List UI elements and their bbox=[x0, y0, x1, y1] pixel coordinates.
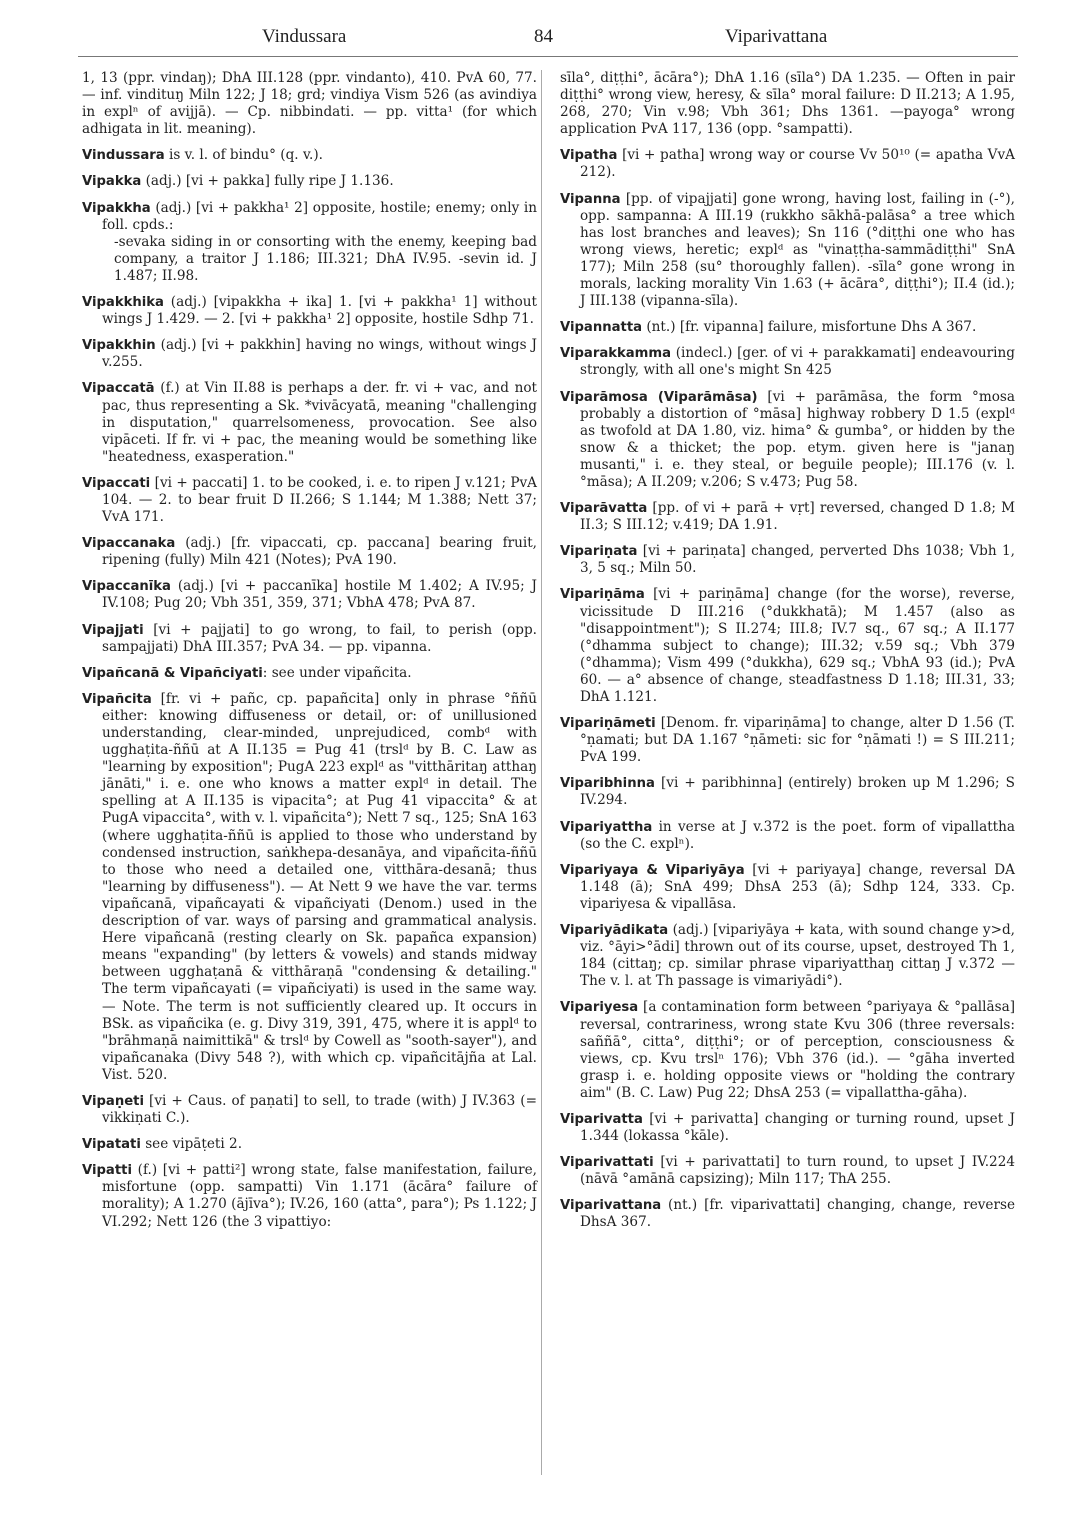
header-rule bbox=[78, 56, 1018, 57]
dictionary-entry bbox=[560, 543, 1015, 577]
dictionary-entry bbox=[560, 775, 1015, 809]
entry-text: (adj.) [vipakkha + ika] 1. [vi + pakkha¹ 1] without wings J 1.429. — 2. [vi + pakkha¹ 2] opposite, hostile Sdhp 71. bbox=[102, 294, 537, 328]
headword: Vipatha bbox=[560, 148, 618, 164]
entry-text: in verse at J v.372 is the poet. form of vipallattha (so the C. explⁿ). bbox=[580, 818, 1015, 852]
entry-text: [fr. vi + pañc, cp. papañcita] only in phrase °ññū either: knowing diffuseness or detail, or: of unillusioned understanding, clear-minded, unprejudiced, combᵈ with ugghaṭita-ññū at A II.135 = Pug 41 (trslᵈ by B. C. Law as "learning by exposition"; PugA 223 explᵈ as "vitthāritaŋ atthaŋ jānāti," i. e. one who knows a matter explᵈ in detail. The spelling at A II.135 is vipacita°; at Pug 41 vipaccita° & at PugA vipaccita°, with v. l. vipañcita°); Nett 7 sq., 125; SnA 163 (where ugghaṭita-ññū is applied to those who understand by condensed instruction, saṅkhepa-desanāya, and vipañcita-ññū to those who need a detailed one, vitthāra-desanā; thus "learning by diffuseness"). — At Nett 9 we have the var. terms vipañcanā, vipañcayati & vipañciyati (Denom.) used in the description of var. ways of parsing and grammatical analysis. Here vipañcanā (resting clearly on Sk. papañca expansion) means "expanding" (by letters & vowels) and stands midway between ugghaṭanā & vitthāraṇā "condensing & detailing." The term vipañcayati (= vipañciyati) is used in the same way. — Note. The term is not sufficiently cleared up. It occurs in BSk. as vipañcika (e. g. Divy 319, 391, 475, where it is applᵈ to "brāhmaṇā naimittikā" & trslᵈ by Cowell as "sooth-sayer"), and vipañcanaka (Divy 548 ?), with which cp. vipañcitājña at Lal. Vist. 520. bbox=[102, 690, 537, 1083]
column-divider bbox=[541, 70, 542, 1475]
headword: Vipatti bbox=[82, 1163, 132, 1179]
dictionary-entry bbox=[560, 1111, 1015, 1145]
dictionary-entry bbox=[560, 862, 1015, 913]
entry-text: [pp. of vi + parā + vṛt] reversed, changed D 1.8; M II.3; S III.12; v.419; DA 1.91. bbox=[580, 500, 1015, 534]
entry-text: [vi + paccati] 1. to be cooked, i. e. to ripen J v.121; PvA 104. — 2. to bear fruit D II.266; S 1.144; M 1.388; Nett 37; VvA 171. bbox=[102, 474, 537, 526]
headword: Viparibhinna bbox=[560, 776, 655, 792]
dictionary-entry bbox=[82, 578, 537, 612]
entry-text: [Denom. fr. vipariṇāma] to change, alter D 1.56 (T. °ṇamati; but DA 1.167 °ṇāmeti: sic for °ṇāmati !) = S III.211; PvA 199. bbox=[580, 715, 1015, 766]
entry-compounds: -sevaka siding in or consorting with the enemy, keeping bad company, a traitor J 1.186; III.321; DhA IV.95. -sevin id. J 1.487; II.98. bbox=[114, 233, 537, 284]
entry-text: [vi + pariṇāma] change (for the worse), reverse, vicissitude D III.216 (°dukkhatā); M 1.457 (also as "disappointment"); S II.274; III.8; IV.7 sq., 67 sq.; A II.177 (°dhamma subject to change); III.32; v.59 sq.; Vbh 379 (°dhamma); Vism 499 (°dukkha), 629 sq.; VbhA 93 (id.); PvA 60. — a° absence of change, steadfastness D 1.18; III.31, 33; DhA 1.121. bbox=[580, 586, 1015, 705]
headword: Vindussara bbox=[82, 148, 165, 164]
entry-text: (adj.) [vipariyāya + kata, with sound change y>d, viz. °āyi>°ādi] thrown out of its course, upset, destroyed Th 1, 184 (cittaŋ; cp. similar phrase vipariyatthaŋ cittaŋ J v.372 — The v. l. at Th passage is vimariyādi°). bbox=[580, 922, 1015, 990]
entry-text: [vi + pariṇata] changed, perverted Dhs 1038; Vbh 1, 3, 5 sq.; Miln 50. bbox=[580, 543, 1015, 577]
entry-text: (f.) [vi + patti²] wrong state, false manifestation, failure, misfortune (opp. sampatti) Vin 1.171 (ācāra° failure of morality); A 1.270 (ājīva°); IV.26, 160 (atta°, para°); Ps 1.122; J VI.292; Nett 126 (the 3 vipattiyo: bbox=[102, 1162, 537, 1230]
dictionary-entry bbox=[560, 191, 1015, 311]
headword: Vipaccanīka bbox=[82, 579, 171, 595]
headword: Viparāmosa (Viparāmāsa) bbox=[560, 389, 758, 405]
headword: Viparivattati bbox=[560, 1155, 654, 1171]
entry-text: [vi + parivattati] to turn round, to upset J IV.224 (nāvā °amānā capsizing); Miln 117; ThA 255. bbox=[580, 1154, 1015, 1188]
headword: Vipariṇāma bbox=[560, 587, 645, 603]
dictionary-entry bbox=[560, 147, 1015, 181]
entry-text: [vi + parāmāsa, the form °mosa probably a distortion of °māsa] highway robbery D 1.5 (explᵈ as twofold at DA 1.80, viz. hima° & gumba°, or hidden by the snow & a thicket; the pop. etym. given here is "janaŋ musanti," i. e. they steal, or beguile people); III.176 (v. l. °māsa); A II.209; v.206; S v.473; Pug 58. bbox=[580, 388, 1015, 490]
dictionary-entry bbox=[82, 200, 537, 285]
headword: Viparāvatta bbox=[560, 501, 648, 517]
entry-text: [vi + patha] wrong way or course Vv 50¹⁰ (= apatha VvA 212). bbox=[580, 147, 1015, 181]
entry-text: (indecl.) [ger. of vi + parakkamati] endeavouring strongly, with all one's might Sn 425 bbox=[580, 345, 1015, 379]
dictionary-entry bbox=[82, 173, 537, 190]
entry-text: (f.) at Vin II.88 is perhaps a der. fr. vi + vac, and not pac, thus representing a Sk. *vivācyatā, meaning "challenging in disputation," quarrelsomeness, provocation. See also vipāceti. If fr. vi + pac, the meaning would be something like "heatedness, exasperation." bbox=[102, 380, 537, 465]
headword: Vipakkhika bbox=[82, 295, 164, 311]
headword: Viparakkamma bbox=[560, 346, 672, 362]
headword: Vipariyesa bbox=[560, 1000, 639, 1016]
headword: Vipaccanaka bbox=[82, 536, 176, 552]
headword: Vipakka bbox=[82, 174, 142, 190]
dictionary-entry bbox=[82, 147, 537, 164]
dictionary-entry bbox=[82, 337, 537, 371]
dictionary-entry bbox=[560, 345, 1015, 379]
dictionary-entry bbox=[82, 294, 537, 328]
entry-text: [vi + parivatta] changing or turning round, upset J 1.344 (lokassa °kāle). bbox=[580, 1110, 1015, 1145]
headword: Vipakkha bbox=[82, 200, 151, 216]
headword: Vipatati bbox=[82, 1137, 141, 1153]
dictionary-entry bbox=[560, 586, 1015, 706]
entry-text: (nt.) [fr. vipanna] failure, misfortune Dhs A 367. bbox=[642, 319, 977, 336]
dictionary-entry bbox=[82, 1162, 537, 1230]
dictionary-entry bbox=[82, 1093, 537, 1127]
left-column bbox=[82, 70, 537, 1240]
right-column bbox=[560, 70, 1015, 1241]
entry-text: (adj.) [vi + pakkhin] having no wings, without wings J v.255. bbox=[102, 337, 537, 371]
dictionary-entry bbox=[82, 1136, 537, 1153]
entry-text: [vi + pajjati] to go wrong, to fail, to perish (opp. sampajjati) DhA III.357; PvA 34. — pp. vipanna. bbox=[102, 621, 537, 655]
dictionary-entry bbox=[82, 70, 537, 138]
dictionary-entry bbox=[560, 922, 1015, 990]
dictionary-entry bbox=[560, 389, 1015, 492]
headword: Vipariṇāmeti bbox=[560, 716, 656, 732]
headword: Vipariyaya & Vipariyāya bbox=[560, 862, 745, 878]
entry-text: [a contamination form between °pariyaya & °pallāsa] reversal, contrariness, wrong state Kvu 306 (three reversals: saññā°, citta°, diṭṭhi°; or of perception, consciousness & views, cp. Kvu trslⁿ 176); Vbh 376 (id.). — °gāha inverted grasp i. e. holding opposite views or "holding the contrary aim" (B. C. Law) Pug 22; DhsA 253 (= vipallattha-gāha). bbox=[580, 999, 1015, 1101]
headword: Viparivatta bbox=[560, 1111, 643, 1127]
dictionary-entry bbox=[82, 665, 537, 682]
entry-text: [vi + pariyaya] change, reversal DA 1.148 (ā); SnA 499; DhsA 253 (ā); Sdhp 124, 333. Cp. vipariyesa & vipallāsa. bbox=[580, 861, 1015, 912]
entry-text: see vipāṭeti 2. bbox=[140, 1136, 243, 1153]
headword: Vipariyattha bbox=[560, 819, 653, 835]
dictionary-entry bbox=[560, 999, 1015, 1102]
entry-text: is v. l. of bindu° (q. v.). bbox=[164, 147, 323, 164]
dictionary-entry bbox=[560, 1154, 1015, 1188]
headword: Vipajjati bbox=[82, 622, 144, 638]
entry-text: (adj.) [vi + pakka] fully ripe J 1.136. bbox=[141, 173, 394, 190]
headword: Vipariṇata bbox=[560, 544, 638, 560]
entry-text: [vi + Caus. of paṇati] to sell, to trade (with) J IV.363 (= vikkiṇati C.). bbox=[102, 1092, 537, 1127]
running-header bbox=[0, 22, 1073, 52]
dictionary-entry bbox=[82, 691, 537, 1084]
entry-text: (adj.) [vi + pakkha¹ 2] opposite, hostile; enemy; only in foll. cpds.: bbox=[102, 199, 537, 233]
entry-text: [pp. of vipajjati] gone wrong, having lost, failing in (-°), opp. sampanna: A III.19 (rukkho sākhā-palāsa° a tree which has lost branches and leaves); Sn 116 (°diṭṭhi one who has wrong views, heretic; explᵈ as "vinaṭṭha-sammādiṭṭhi" SnA 177); Miln 258 (su° thoroughly fallen). -sīla° gone wrong in morals, lacking morality Vin 1.63 (+ ācāra°, diṭṭhi°); II.4 (id.); J III.138 (vipanna-sīla). bbox=[580, 190, 1015, 310]
entry-text: (adj.) [vi + paccanīka] hostile M 1.402; A IV.95; J IV.108; Pug 20; Vbh 351, 359, 371; VbhA 478; PvA 87. bbox=[102, 578, 537, 612]
headword: Vipaccati bbox=[82, 475, 151, 491]
dictionary-entry bbox=[560, 1197, 1015, 1231]
headword: Vipannatta bbox=[560, 320, 643, 336]
dictionary-entry bbox=[82, 380, 537, 465]
dictionary-entry bbox=[560, 70, 1015, 138]
entry-text: (nt.) [fr. viparivattati] changing, change, reverse DhsA 367. bbox=[580, 1197, 1015, 1231]
page-number: 84 bbox=[534, 26, 553, 47]
header-first-word: Vindussara bbox=[262, 26, 347, 47]
dictionary-entry bbox=[82, 535, 537, 569]
headword: Vipariyādikata bbox=[560, 923, 669, 939]
header-last-word: Viparivattana bbox=[725, 26, 828, 47]
entry-text: (adj.) [fr. vipaccati, cp. paccana] bearing fruit, ripening (fully) Miln 421 (Notes); PvA 190. bbox=[102, 535, 537, 569]
entry-text: sīla°, diṭṭhi°, ācāra°); DhA 1.16 (sīla°) DA 1.235. — Often in pair diṭṭhi° wrong view, heresy, & sīla° moral failure: D II.213; A 1.95, 268, 270; Vin v.98; Vbh 361; Dhs 1361. —payoga° wrong application PvA 117, 136 (opp. °sampatti). bbox=[560, 70, 1015, 138]
headword: Vipaccatā bbox=[82, 381, 155, 397]
headword: Vipañcanā & Vipañciyati bbox=[82, 665, 263, 681]
entry-text: 1, 13 (ppr. vindaŋ); DhA III.128 (ppr. vindanto), 410. PvA 60, 77. — inf. vindituŋ Miln 122; J 18; grd; vindiya Vism 526 (as avindiya in explⁿ of avijjā). — Cp. nibbindati. — pp. vitta¹ (for which adhigata in lit. meaning). bbox=[82, 70, 537, 138]
dictionary-entry bbox=[560, 715, 1015, 766]
dictionary-entry bbox=[82, 475, 537, 526]
dictionary-entry bbox=[82, 622, 537, 656]
headword: Vipakkhin bbox=[82, 338, 156, 354]
entry-text: : see under vipañcita. bbox=[262, 664, 412, 681]
headword: Viparivattana bbox=[560, 1198, 662, 1214]
headword: Vipañcita bbox=[82, 691, 152, 707]
headword: Vipanna bbox=[560, 191, 621, 207]
dictionary-entry bbox=[560, 319, 1015, 336]
dictionary-entry bbox=[560, 819, 1015, 853]
dictionary-entry bbox=[560, 500, 1015, 534]
entry-text: [vi + paribhinna] (entirely) broken up M 1.296; S IV.294. bbox=[580, 775, 1015, 809]
headword: Vipaṇeti bbox=[82, 1093, 144, 1109]
